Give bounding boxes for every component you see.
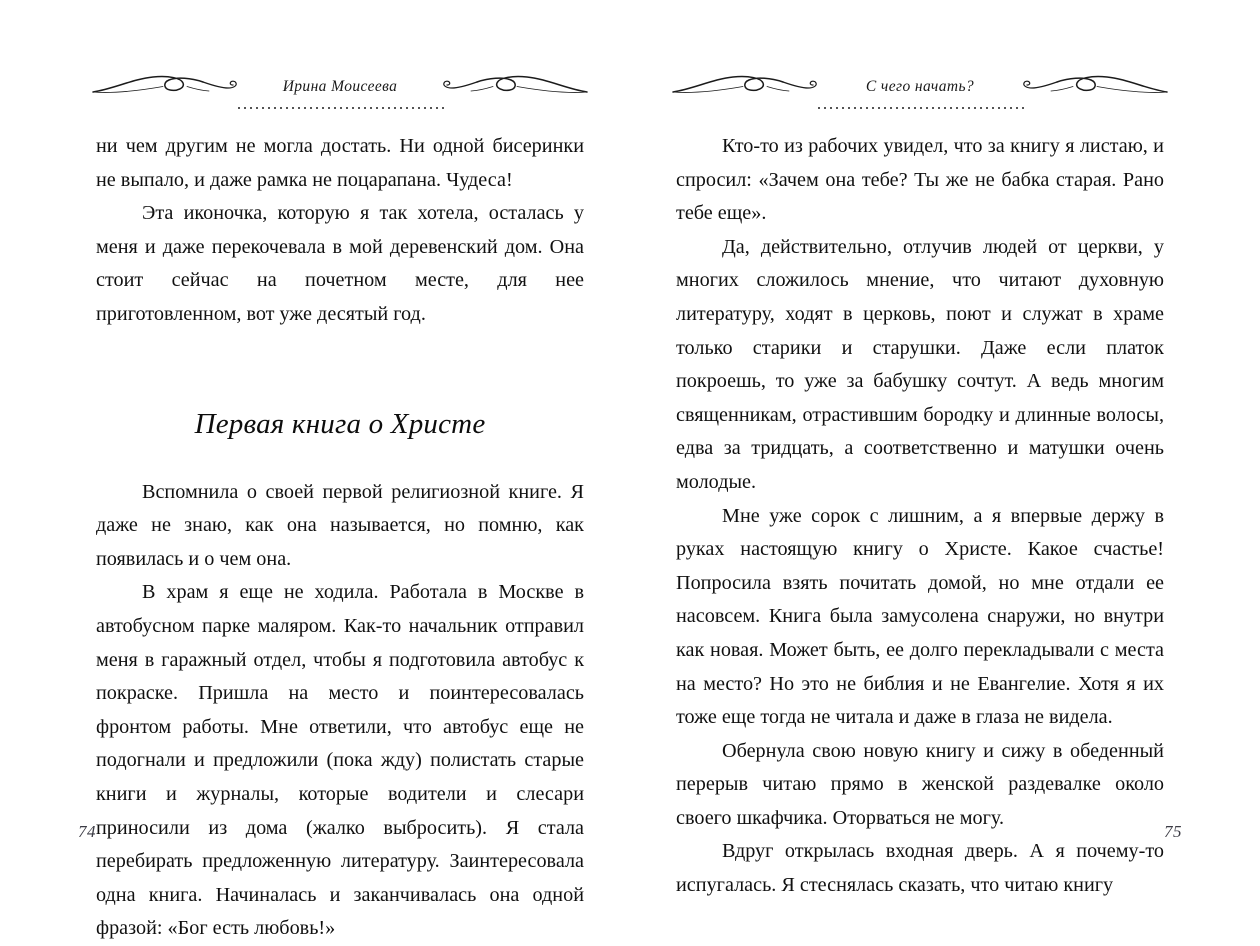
dotted-rule-icon <box>816 106 1024 110</box>
paragraph: Эта иконочка, которую я так хотела, осталась у меня и даже перекочевала в мой деревенский дом. Она стоит сейчас на почетном месте, для нее приготовленном, вот уже десятый год. <box>96 202 584 325</box>
page-number-left: 74 <box>78 822 96 841</box>
page-right-body <box>676 130 1164 903</box>
paragraph: Да, действительно, отлучив людей от церкви, у многих сложилось мнение, что читают духовную литературу, ходят в церковь, поют и служат в храме только старики и старушки. Даже если платок покроешь, то уже за бабушку сочтут. А ведь многим священникам, отрастившим бородку и длинные волосы, едва за тридцать, а соответственно и матушки очень молодые. <box>676 235 1164 493</box>
calligraphic-flourish-icon <box>91 70 261 104</box>
calligraphic-flourish-icon <box>671 70 841 104</box>
running-head-left <box>96 58 584 116</box>
paragraph: В храм я еще не ходила. Работала в Москве в автобусном парке маляром. Как-то начальник отправил меня в гаражный отдел, чтобы я подготовила автобус к покраске. Пришла на место и поинтересовалась фронтом работы. Мне ответили, что автобус еще не подогнали и предложили (пока жду) полистать старые книги и журналы, которые водители и слесари приносили из дома (жалко выбросить). Я стала перебирать предложенную литературу. Заинтересовала одна книга. Начиналась и заканчивалась она одной фразой: «Бог есть любовь!» <box>96 581 584 940</box>
page-right <box>630 0 1260 897</box>
paragraph: Кто-то из рабочих увидел, что за книгу я листаю, и спросил: «Зачем она тебе? Ты же не бабка старая. Рано тебе еще». <box>676 135 1164 225</box>
page-left <box>0 0 630 940</box>
calligraphic-flourish-icon <box>419 70 589 104</box>
running-head-title: Ирина Моисеева <box>282 78 398 95</box>
paragraph: Обернула свою новую книгу и сижу в обеденный перерыв читаю прямо в женской раздевалке около своего шкафчика. Оторваться не могу. <box>676 739 1164 829</box>
chapter-title: Первая книга о Христе <box>194 407 486 440</box>
page-left-body <box>96 130 584 946</box>
running-head-title: С чего начать? <box>865 78 975 95</box>
paragraph: Вспомнила о своей первой религиозной книге. Я даже не знаю, как она называется, но помню, как появилась и о чем она. <box>96 480 584 570</box>
page-number-right: 75 <box>1164 822 1182 841</box>
running-head-right <box>676 58 1164 116</box>
dotted-rule-icon <box>236 106 444 110</box>
paragraph: Вдруг открылась входная дверь. А я почему-то испугалась. Я стеснялась сказать, что читаю книгу <box>676 840 1164 897</box>
paragraph: Мне уже сорок с лишним, а я впервые держу в руках настоящую книгу о Христе. Какое счастье! Попросила взять почитать домой, но мне отдали ее насовсем. Книга была замусолена снаружи, но внутри как новая. Может быть, ее долго перекладывали с места на место? Но это не библия и не Евангелие. Хотя я их тоже еще тогда не читала и даже в глаза не видела. <box>676 504 1164 729</box>
paragraph: ни чем другим не могла достать. Ни одной бисеринки не выпало, и даже рамка не поцарапана. Чудеса! <box>96 135 584 191</box>
calligraphic-flourish-icon <box>999 70 1169 104</box>
